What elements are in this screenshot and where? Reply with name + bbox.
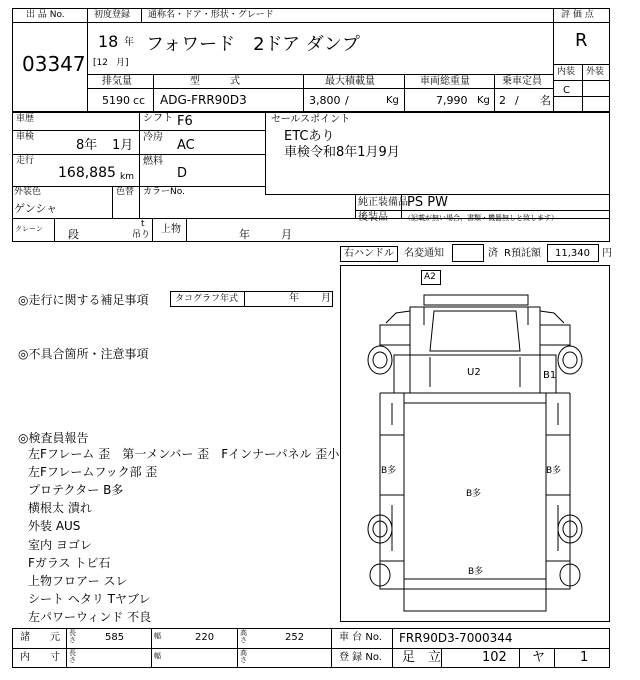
tacho-label: タコグラフ年式 <box>175 294 239 304</box>
gross-weight-value: 7,990 <box>436 94 468 107</box>
history-label: 車歴 <box>16 114 35 124</box>
chassis-label: 車 台 No. <box>339 632 382 643</box>
inspector-line: プロテクター B多 <box>28 483 124 497</box>
reg-place: 足 立 <box>402 650 442 665</box>
tax-label: R預託額 <box>504 248 541 259</box>
gross-weight-unit: Kg <box>477 95 490 106</box>
inspector-line: 外装 AUS <box>28 519 81 533</box>
inspector-line: 上物フロアー スレ <box>28 574 128 588</box>
name-change-box <box>452 244 484 262</box>
tacho-year: 年 <box>289 293 299 304</box>
rating-value: R <box>575 30 588 51</box>
reg-month: [12 <box>93 58 108 68</box>
interior-grade: C <box>563 85 570 96</box>
displacement-value: 5190 <box>102 94 130 107</box>
inspector-line: 横根太 潰れ <box>28 501 92 515</box>
ext-color-value: ゲンシャ <box>14 202 58 215</box>
inspection-year: 8年 <box>76 138 98 153</box>
max-load-sep: / <box>345 94 349 107</box>
inspector-line: 室内 ヨゴレ <box>28 538 92 552</box>
inspector-line: 左Fフレームフック部 歪 <box>28 465 158 479</box>
crane-month: 月 <box>281 228 292 241</box>
reg-year-unit: 年 <box>124 37 134 48</box>
mark-b-center: B多 <box>466 489 482 499</box>
mileage-label: 走行 <box>16 156 35 166</box>
genuine-equipment-value: PS PW <box>407 195 448 210</box>
running-remarks-label: ◎走行に関する補足事項 <box>18 293 149 307</box>
mark-b-right: B多 <box>546 466 562 476</box>
shift-value: F6 <box>177 114 193 129</box>
reg-number: 1 <box>580 650 589 665</box>
inner-length-label: 長さ <box>69 649 76 665</box>
ac-value: AC <box>177 138 195 153</box>
model-value: ADG-FRR90D3 <box>160 93 247 107</box>
mileage-value: 168,885 <box>58 165 116 181</box>
name-change-label: 名変通知 <box>404 248 444 259</box>
gross-weight-label: 車両総重量 <box>420 76 470 87</box>
sales-point-line-2: 車検令和8年1月9月 <box>284 145 400 160</box>
ac-label: 冷房 <box>143 132 163 143</box>
mark-a2: A2 <box>424 272 436 282</box>
aftermarket-label: 後装品 <box>358 212 388 223</box>
interior-label: 内装 <box>557 67 576 77</box>
exterior-label: 外装 <box>586 67 605 77</box>
ext-color-label: 外装色 <box>14 187 42 197</box>
tax-prefix: 済 <box>488 248 498 259</box>
genuine-equipment-label: 純正装備品 <box>358 197 408 208</box>
mark-b1: B1 <box>543 370 557 381</box>
capacity-label: 乗車定員 <box>502 76 542 87</box>
reg-month-unit: 月] <box>116 58 129 68</box>
tax-amount: 11,340 <box>555 248 590 259</box>
mark-u2: U2 <box>467 367 481 378</box>
crane-stage: 段 <box>68 228 79 241</box>
height-value: 252 <box>285 632 305 643</box>
name-label: 通称名・ドア・形状・グレード <box>148 10 274 20</box>
inspector-line: シート ヘタリ Tヤブレ <box>28 592 151 606</box>
crane-ton: t <box>141 219 145 229</box>
car-name: フォワード 2ドア ダンプ <box>146 34 360 55</box>
inner-dims-label: 内 寸 <box>20 652 60 663</box>
inspection-month: 1月 <box>112 138 134 153</box>
crane-lift: 吊り <box>132 230 151 240</box>
tax-unit: 円 <box>602 248 612 259</box>
height-label: 高さ <box>240 629 247 645</box>
aftermarket-note: （記載が無い場合、書類・機器無しと致します） <box>404 214 558 222</box>
width-label: 幅 <box>154 632 161 640</box>
sales-point-line-1: ETCあり <box>284 129 335 144</box>
tacho-month: 月 <box>321 293 331 304</box>
mark-b-left: B多 <box>381 466 397 476</box>
model-label: 型 式 <box>190 76 240 87</box>
max-load-label: 最大積載量 <box>325 76 375 87</box>
fuel-value: D <box>177 166 188 181</box>
displacement-label: 排気量 <box>102 76 132 87</box>
inspector-label: ◎検査員報告 <box>18 431 89 445</box>
inspection-label: 車検 <box>16 132 35 142</box>
max-load-unit: Kg <box>386 95 399 106</box>
color-code-label: カラーNo. <box>143 187 185 197</box>
crane-top-label: 上物 <box>161 224 181 235</box>
shift-label: シフト <box>143 113 173 124</box>
defects-label: ◎不具合箇所・注意事項 <box>18 347 149 361</box>
capacity-unit: 名 <box>540 94 551 107</box>
sales-points-label: セールスポイント <box>271 114 351 125</box>
capacity-sep: / <box>515 94 519 107</box>
mileage-unit: km <box>120 172 134 182</box>
first-reg-label: 初度登録 <box>94 10 131 20</box>
length-value: 585 <box>105 632 125 643</box>
width-value: 220 <box>195 632 215 643</box>
max-load-value: 3,800 <box>309 94 341 107</box>
mark-b-rear: B多 <box>468 567 484 577</box>
reg-label: 登 録 No. <box>339 652 382 663</box>
lot-number: 03347 <box>22 52 86 76</box>
dims-label: 諸 元 <box>20 632 60 643</box>
fuel-label: 燃料 <box>143 156 163 167</box>
crane-label: クレーン <box>15 225 43 233</box>
inner-height-label: 高さ <box>240 649 247 665</box>
steering-value: 右ハンドル <box>344 248 394 259</box>
capacity-value: 2 <box>499 94 506 107</box>
inspector-line: Fガラス トビ石 <box>28 556 111 570</box>
crane-year: 年 <box>239 228 250 241</box>
inspector-line: 左パワーウィンド 不良 <box>28 610 152 624</box>
rating-label: 評 価 点 <box>561 10 594 20</box>
reg-year: 18 <box>98 32 119 51</box>
displacement-unit: cc <box>133 94 146 107</box>
inspector-line: 左Fフレーム 歪 第一メンバー 歪 Fインナーパネル 歪小 <box>28 447 340 461</box>
inner-width-label: 幅 <box>154 652 161 660</box>
chassis-value: FRR90D3-7000344 <box>399 631 513 645</box>
reg-kana: ヤ <box>532 650 546 665</box>
lot-label: 出 品 No. <box>26 10 65 20</box>
reg-class: 102 <box>482 650 507 665</box>
color-no-label: 色替 <box>116 187 135 197</box>
length-label: 長さ <box>69 629 76 645</box>
